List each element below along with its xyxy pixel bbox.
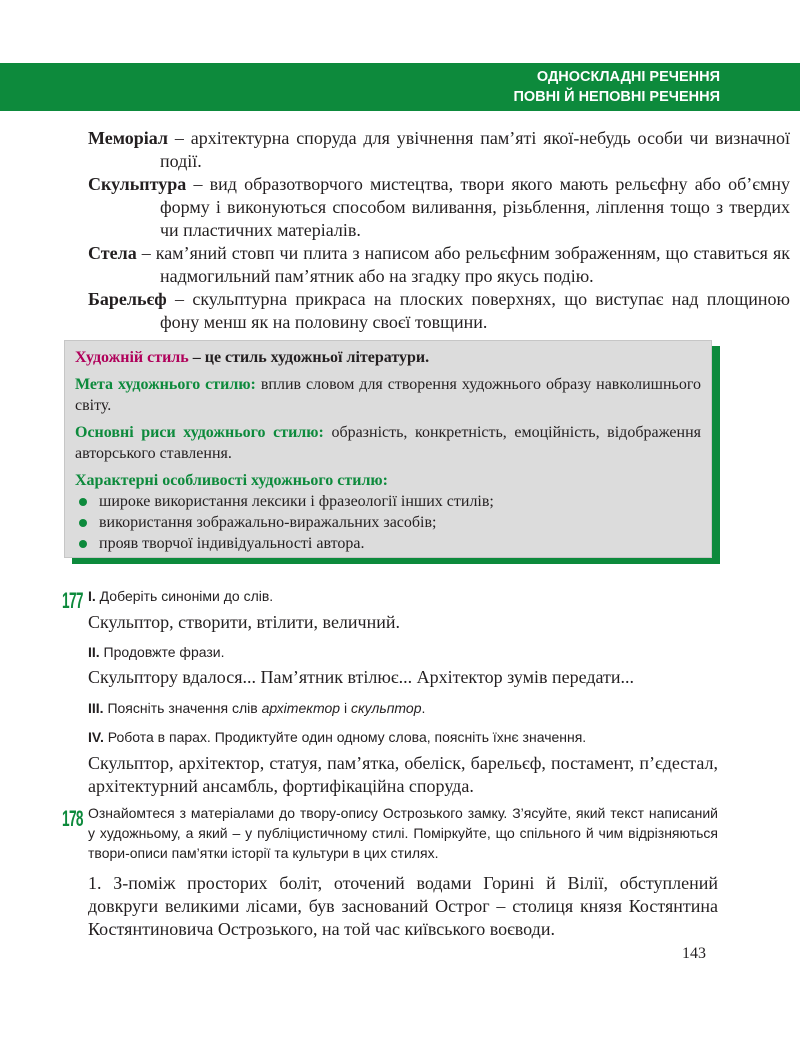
list-item-text: використання зображально-виражальних засобів; (99, 514, 437, 531)
art-style-info-box (64, 340, 712, 558)
exercise-number-178: 178 (62, 806, 83, 831)
task-3 (88, 698, 718, 718)
task-1 (88, 586, 718, 606)
info-box-goal (75, 374, 701, 416)
page-number: 143 (682, 945, 706, 962)
task-text: Доберіть синоніми до слів. (95, 588, 274, 604)
list-item (75, 512, 701, 533)
task-word-architect: архітектор (261, 700, 341, 716)
definition-term: Меморіал (88, 128, 169, 148)
task-2-words: Скульптору вдалося... Пам’ятник втілює... Архітектор зумів передати... (88, 667, 635, 687)
definition-memorial (88, 127, 790, 173)
specific-features-list (75, 491, 701, 554)
definition-stele (88, 242, 790, 288)
task-4-words: Скульптор, архітектор, статуя, пам’ятка, обеліск, барельєф, постамент, п’єдестал, архітектурний ансамбль, фортифікаційна споруда. (88, 753, 718, 796)
task-1-words: Скульптор, створити, втілити, величний. (88, 612, 401, 632)
task-number: III. (88, 700, 104, 716)
definition-text: – кам’яний стовп чи плита з написом або рельєфним зображенням, що ставиться як надмогильний пам’ятник або на згадку про якусь подію. (136, 243, 790, 286)
definition-bas-relief (88, 288, 790, 334)
exercise-178-text-1: 1. З-поміж просторих боліт, оточений водами Горині й Вілії, обступлений довкруги великими лісами, був заснований Острог – столиця князя Костянтина Костянтиновича Острозького, на той час київського воєводи. (88, 873, 718, 939)
bullet-icon (79, 540, 87, 548)
chapter-title-line1: ОДНОСКЛАДНІ РЕЧЕННЯ (536, 69, 720, 85)
task-text: Поясніть значення слів (103, 700, 262, 716)
definition-sculpture (88, 173, 790, 242)
definition-text: – архітектурна споруда для увічнення пам’яті якої-небудь особи чи визначної події. (160, 128, 790, 171)
task-number: II. (88, 644, 100, 660)
list-item-text: широке використання лексики і фразеології інших стилів; (99, 493, 494, 510)
list-item (75, 533, 701, 554)
exercise-number-177: 177 (62, 588, 83, 613)
list-item (75, 491, 701, 512)
definition-text: – скульптурна прикраса на плоских поверхнях, що виступає над площиною фону менш як на половину своєї товщини. (160, 289, 790, 332)
info-box-features (75, 422, 701, 464)
task-2 (88, 642, 718, 662)
chapter-title (513, 67, 720, 107)
info-box-title-rest: – це стиль художньої літератури. (188, 349, 430, 366)
chapter-header (0, 63, 800, 111)
task-word-sculptor: скульптор (350, 700, 422, 716)
exercise-178-task: Ознайомтеся з матеріалами до твору-опису Острозького замку. З’ясуйте, який текст написаний у художньому, а який – у публіцистичному стилі. Поміркуйте, що спільного й чим відрізняються твори-описи пам’ятки історії та культури в цих стилях. (88, 805, 718, 861)
bullet-icon (79, 519, 87, 527)
definition-term: Скульптура (88, 174, 187, 194)
specific-label: Характерні особливості художнього стилю: (75, 472, 388, 489)
definition-text: – вид образотворчого мистецтва, твори якого мають рельєфну або об’ємну форму і виконуються способом виливання, різьблення, ліплення тощо з твердих чи пластичних матеріалів. (160, 174, 790, 240)
bullet-icon (79, 498, 87, 506)
chapter-title-line2: ПОВНІ Й НЕПОВНІ РЕЧЕННЯ (513, 89, 720, 105)
task-text: Продовжте фрази. (99, 644, 225, 660)
task-number: I. (88, 588, 96, 604)
task-4 (88, 727, 718, 747)
task-number: IV. (88, 729, 104, 745)
definition-term: Стела (88, 243, 137, 263)
info-box-title-term: Художній стиль (75, 349, 189, 366)
info-box-title (75, 347, 701, 368)
task-text: і (340, 700, 351, 716)
task-text: . (421, 700, 426, 716)
goal-text: вплив словом для створення художнього образу навколишнього світу. (75, 376, 702, 414)
features-label: Основні риси художнього стилю: (75, 424, 324, 441)
task-text: Робота в парах. Продиктуйте один одному слова, поясніть їхнє значення. (103, 729, 587, 745)
goal-label: Мета художнього стилю: (75, 376, 256, 393)
info-box-specific-label (75, 470, 701, 491)
features-text: образність, конкретність, емоційність, відображення авторського ставлення. (75, 424, 701, 462)
list-item-text: прояв творчої індивідуальності автора. (99, 535, 365, 552)
definition-term: Барельєф (88, 289, 167, 309)
